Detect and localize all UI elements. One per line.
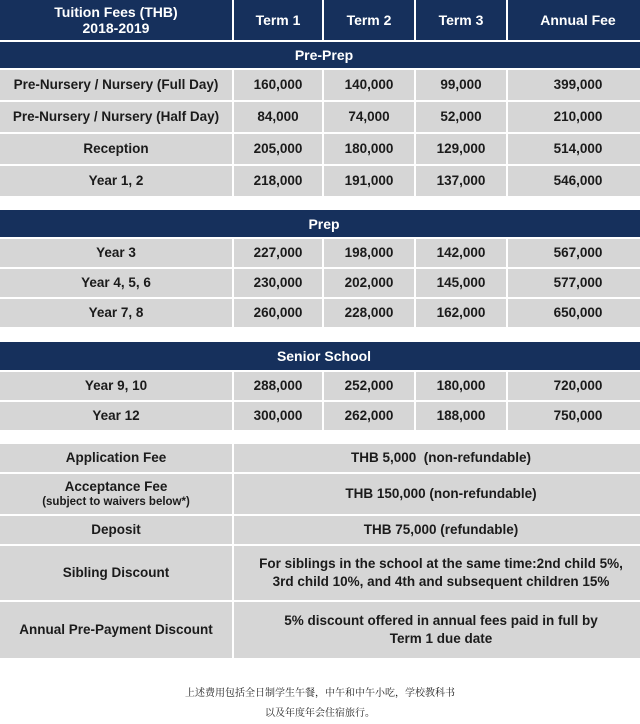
term-2-fee: 74,000 [324,102,414,132]
acceptance-fee-note: (subject to waivers below*) [42,496,190,508]
term-2-fee: 198,000 [324,239,414,267]
term-1-fee: 84,000 [234,102,322,132]
term-2-fee: 140,000 [324,70,414,100]
term-2-fee: 252,000 [324,372,414,400]
term-1-fee: 230,000 [234,269,322,297]
annual-fee: 650,000 [508,299,640,327]
annual-fee: 210,000 [508,102,640,132]
term-2-fee: 262,000 [324,402,414,430]
acceptance-fee-title: Acceptance Fee [64,479,168,494]
row-label: Pre-Nursery / Nursery (Full Day) [0,70,232,100]
header-term-2: Term 2 [324,0,414,40]
footnote-line-1: 上述费用包括全日制学生午餐，中午和中午小吃，学校教科书 [185,688,455,699]
header-tuition-fees [0,0,232,40]
term-1-fee: 218,000 [234,166,322,196]
fee-label-sibling-discount: Sibling Discount [0,546,232,600]
prepayment-discount-line-1: 5% discount offered in annual fees paid in full by [284,613,598,628]
header-title: Tuition Fees (THB) [54,4,178,20]
annual-fee: 567,000 [508,239,640,267]
row-label: Year 4, 5, 6 [0,269,232,297]
term-1-fee: 300,000 [234,402,322,430]
fee-value-prepayment-discount [234,602,640,658]
term-3-fee: 188,000 [416,402,506,430]
row-label: Reception [0,134,232,164]
fee-value-application: THB 5,000 (non-refundable) [234,444,640,472]
annual-fee: 399,000 [508,70,640,100]
header-year: 2018-2019 [82,20,150,36]
annual-fee: 750,000 [508,402,640,430]
term-3-fee: 142,000 [416,239,506,267]
header-term-1: Term 1 [234,0,322,40]
term-3-fee: 137,000 [416,166,506,196]
row-label: Year 12 [0,402,232,430]
fee-label-deposit: Deposit [0,516,232,544]
footnote-line-2: 以及年度年会住宿旅行。 [265,708,375,719]
annual-fee: 577,000 [508,269,640,297]
section-title: Senior School [0,342,640,370]
fee-value-acceptance: THB 150,000 (non-refundable) [234,474,640,514]
fee-label-application: Application Fee [0,444,232,472]
term-3-fee: 129,000 [416,134,506,164]
sibling-discount-line-2: 3rd child 10%, and 4th and subsequent children 15% [272,574,610,589]
row-label: Year 3 [0,239,232,267]
term-2-fee: 191,000 [324,166,414,196]
term-3-fee: 145,000 [416,269,506,297]
fee-value-deposit: THB 75,000 (refundable) [234,516,640,544]
term-1-fee: 288,000 [234,372,322,400]
prepayment-discount-line-2: Term 1 due date [389,631,493,646]
header-annual-fee: Annual Fee [508,0,640,40]
row-label: Year 9, 10 [0,372,232,400]
section-pre-prep [0,42,640,196]
term-3-fee: 99,000 [416,70,506,100]
header-term-3: Term 3 [416,0,506,40]
section-prep [0,210,640,327]
fee-label-prepayment-discount: Annual Pre-Payment Discount [0,602,232,658]
row-label: Year 7, 8 [0,299,232,327]
section-senior-school [0,342,640,430]
row-label: Year 1, 2 [0,166,232,196]
term-1-fee: 160,000 [234,70,322,100]
table-header [0,0,640,40]
fee-value-sibling-discount [234,546,640,600]
annual-fee: 546,000 [508,166,640,196]
term-1-fee: 260,000 [234,299,322,327]
term-2-fee: 228,000 [324,299,414,327]
term-3-fee: 52,000 [416,102,506,132]
sibling-discount-line-1: For siblings in the school at the same time:2nd child 5%, [259,556,623,571]
fee-label-acceptance [0,474,232,514]
term-2-fee: 202,000 [324,269,414,297]
term-1-fee: 227,000 [234,239,322,267]
term-3-fee: 162,000 [416,299,506,327]
annual-fee: 514,000 [508,134,640,164]
annual-fee: 720,000 [508,372,640,400]
row-label: Pre-Nursery / Nursery (Half Day) [0,102,232,132]
footnote [0,684,640,724]
term-1-fee: 205,000 [234,134,322,164]
term-2-fee: 180,000 [324,134,414,164]
term-3-fee: 180,000 [416,372,506,400]
section-title: Pre-Prep [0,42,640,68]
section-title: Prep [0,210,640,237]
section-other-fees [0,444,640,658]
